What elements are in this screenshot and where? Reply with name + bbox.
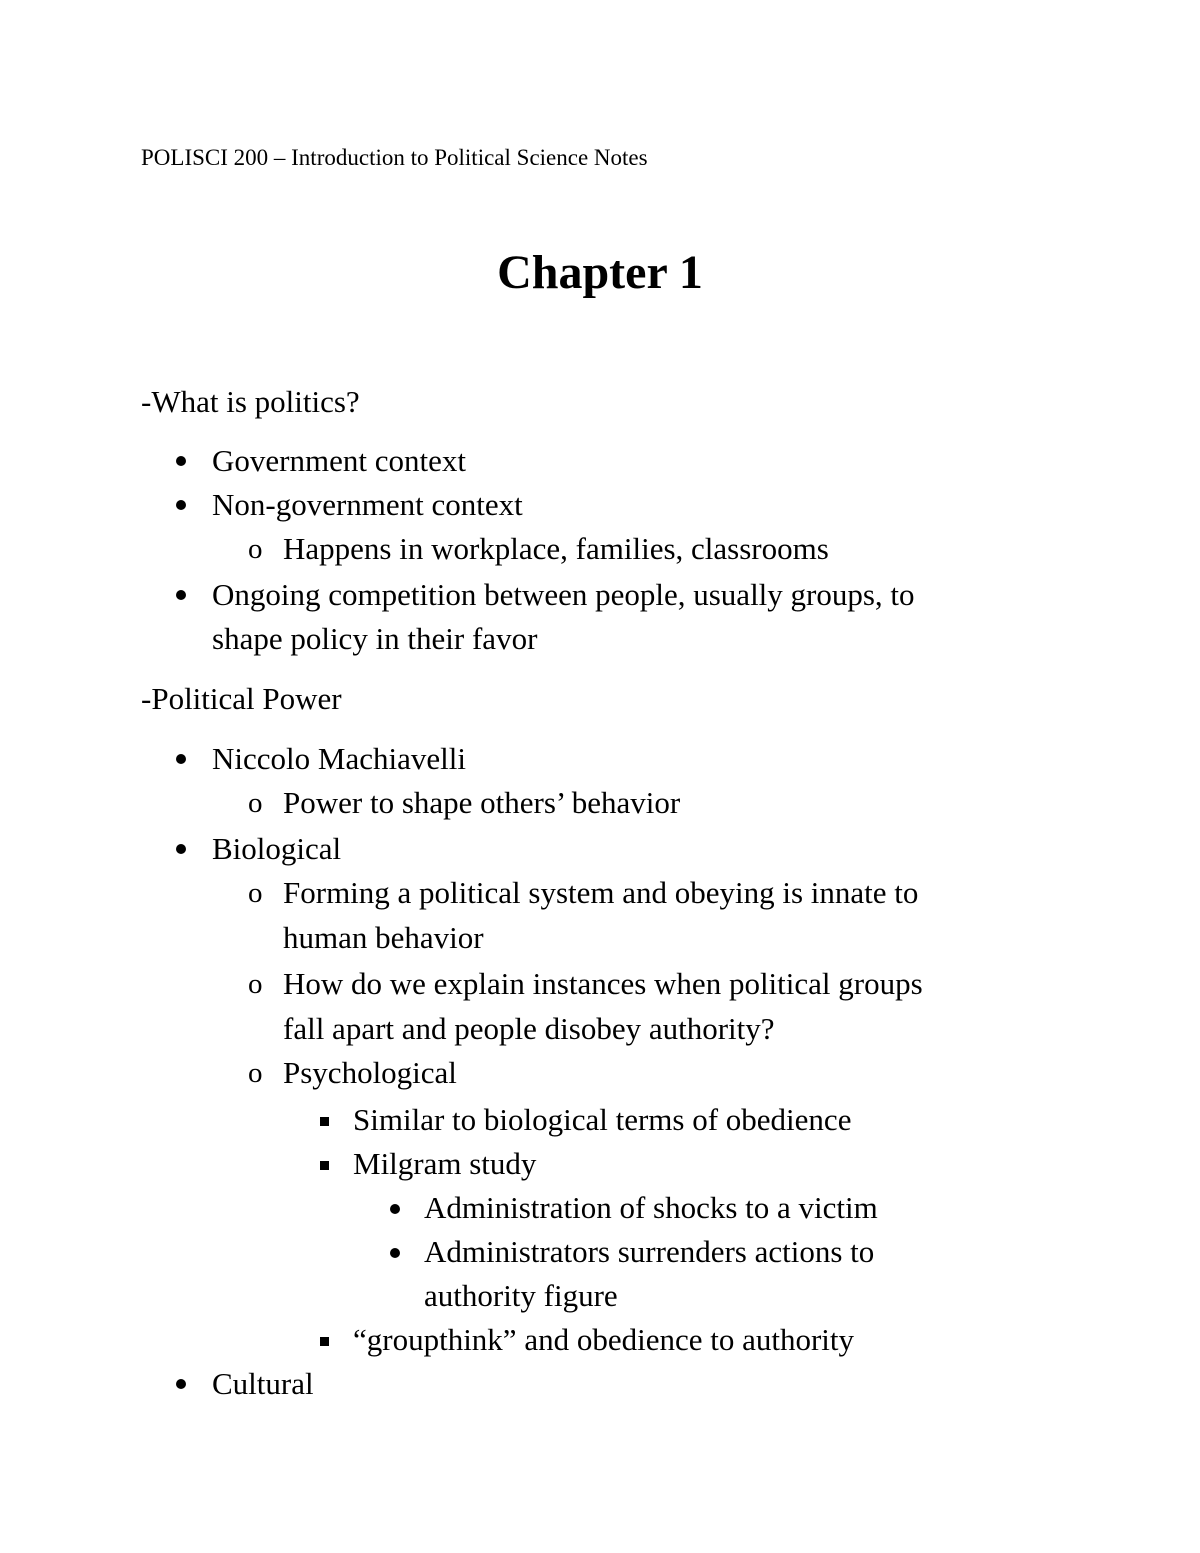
course-header: POLISCI 200 – Introduction to Political Science Notes	[141, 145, 648, 170]
list-subitem-continuation: fall apart and people disobey authority?	[283, 1011, 775, 1046]
bullet-dot-icon	[390, 1248, 400, 1258]
list-subitem: How do we explain instances when political groups	[283, 966, 923, 1001]
bullet-square-icon	[320, 1117, 329, 1126]
list-point-continuation: authority figure	[424, 1278, 618, 1313]
bullet-dot-icon	[390, 1204, 400, 1214]
bullet-circle-icon: o	[248, 968, 263, 1000]
list-item: Biological	[212, 831, 342, 866]
bullet-dot-icon	[176, 844, 186, 854]
list-subitem: Power to shape others’ behavior	[283, 785, 681, 820]
list-point: Administrators surrenders actions to	[424, 1234, 875, 1269]
section-heading-political-power: -Political Power	[141, 681, 342, 716]
bullet-dot-icon	[176, 590, 186, 600]
list-subitem: Forming a political system and obeying is innate to	[283, 875, 919, 910]
bullet-square-icon	[320, 1337, 329, 1346]
bullet-circle-icon: o	[248, 787, 263, 819]
list-item: Niccolo Machiavelli	[212, 741, 466, 776]
list-item: Ongoing competition between people, usually groups, to	[212, 577, 915, 612]
list-subitem: Psychological	[283, 1055, 457, 1090]
section-heading-politics: -What is politics?	[141, 384, 360, 419]
bullet-circle-icon: o	[248, 1057, 263, 1089]
list-subitem: Happens in workplace, families, classrooms	[283, 531, 829, 566]
bullet-dot-icon	[176, 1379, 186, 1389]
bullet-dot-icon	[176, 456, 186, 466]
list-subsubitem: Milgram study	[353, 1146, 537, 1181]
list-item: Non-government context	[212, 487, 523, 522]
bullet-dot-icon	[176, 754, 186, 764]
bullet-circle-icon: o	[248, 877, 263, 909]
bullet-dot-icon	[176, 500, 186, 510]
list-item: Government context	[212, 443, 466, 478]
bullet-circle-icon: o	[248, 533, 263, 565]
list-subsubitem: “groupthink” and obedience to authority	[353, 1322, 855, 1357]
list-subsubitem: Similar to biological terms of obedience	[353, 1102, 852, 1137]
chapter-title: Chapter 1	[497, 246, 703, 299]
list-item-continuation: shape policy in their favor	[212, 621, 538, 656]
list-subitem-continuation: human behavior	[283, 920, 484, 955]
list-point: Administration of shocks to a victim	[424, 1190, 878, 1225]
list-item: Cultural	[212, 1366, 314, 1401]
bullet-square-icon	[320, 1161, 329, 1170]
